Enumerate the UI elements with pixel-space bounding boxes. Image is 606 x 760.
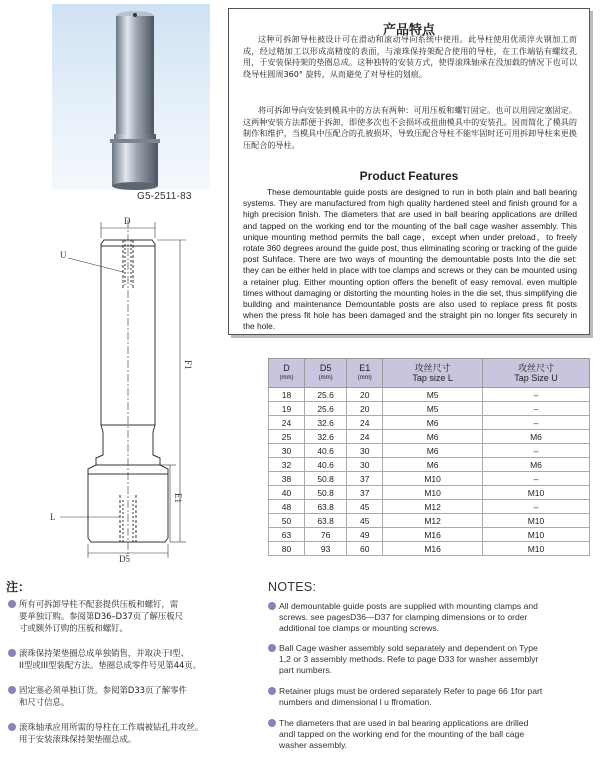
note-item: [8, 721, 258, 745]
table-cell: M10: [482, 528, 589, 542]
table-cell: 32.6: [305, 430, 347, 444]
table-cell: –: [482, 444, 589, 458]
spec-table: [268, 358, 590, 556]
bullet-icon: [8, 600, 16, 608]
dim-f1-label: F1: [183, 360, 193, 370]
bullet-icon: [268, 687, 276, 695]
table-cell: –: [482, 416, 589, 430]
table-cell: 25.6: [305, 388, 347, 402]
table-row: [269, 416, 590, 430]
note-line: 滚珠保持架垫圈总成单独销售，并取决于I型、: [19, 648, 189, 658]
table-cell: M12: [383, 514, 483, 528]
note-line: 1,2 or 3 assembly methods. Refe to page D33 for washer assemblyr: [279, 654, 539, 665]
table-cell: M6: [383, 458, 483, 472]
table-row: [269, 444, 590, 458]
note-line: All demountable guide posts are supplied with mounting clamps and: [279, 601, 538, 611]
note-line: 所有可拆卸导柱不配套提供压板和螺钉，需: [19, 599, 179, 609]
note-item: [8, 598, 258, 634]
table-cell: 45: [347, 500, 383, 514]
product-features-box: [228, 8, 590, 335]
table-cell: M10: [482, 542, 589, 556]
table-row: [269, 528, 590, 542]
table-cell: 37: [347, 472, 383, 486]
table-cell: 30: [347, 444, 383, 458]
table-cell: M10: [482, 514, 589, 528]
table-cell: 25.6: [305, 402, 347, 416]
table-cell: 40: [269, 486, 305, 500]
note-item: [268, 718, 598, 752]
table-cell: –: [482, 402, 589, 416]
table-cell: 48: [269, 500, 305, 514]
table-cell: M10: [383, 486, 483, 500]
note-line: 要单独订购。参阅第D36–D37页了解压板尺: [19, 611, 184, 621]
note-line: II型或III型装配方法。垫圈总成零件号见第44页。: [19, 660, 202, 670]
col-header-d: D (mm): [269, 359, 305, 388]
table-row: [269, 514, 590, 528]
dim-d-label: D: [124, 216, 131, 226]
table-cell: 18: [269, 388, 305, 402]
note-item: [8, 647, 258, 671]
bullet-icon: [8, 686, 16, 694]
table-row: [269, 458, 590, 472]
photo-caption: G5-2511-83: [137, 191, 192, 202]
table-cell: M5: [383, 402, 483, 416]
table-cell: 93: [305, 542, 347, 556]
table-cell: 37: [347, 486, 383, 500]
guide-post-photo: [52, 4, 210, 190]
bullet-icon: [268, 644, 276, 652]
table-cell: 38: [269, 472, 305, 486]
table-cell: 63.8: [305, 500, 347, 514]
table-row: [269, 542, 590, 556]
cn-features-paragraph-1: 这种可拆卸导柱被设计可在滑动和滚动导向系统中使用。此导柱使用优质淬火钢加工而成，经过精加工以形成高精度的表面，与滚珠保持架配合使用的导柱，在工作端钻有螺纹孔用，于安装保持架的垫圈总成。这种独特的安装方式，使得滚珠轴承在没加载的情况下也可以绕导柱圆周360° 旋转，从而避免了对导柱的划痕。: [243, 34, 577, 79]
table-cell: 50.8: [305, 486, 347, 500]
table-cell: M6: [383, 430, 483, 444]
note-line: 寸或额外订购的压板和螺钉。: [19, 623, 128, 633]
table-cell: –: [482, 388, 589, 402]
table-cell: 19: [269, 402, 305, 416]
note-item: [268, 601, 598, 635]
col-header-tap-u: 攻丝尺寸 Tap Size U: [482, 359, 589, 388]
table-row: [269, 402, 590, 416]
table-row: [269, 388, 590, 402]
col-header-d5: D5 (mm): [305, 359, 347, 388]
note-line: 固定塞必须单独订货。参阅第D33页了解零件: [19, 685, 187, 695]
bullet-icon: [8, 649, 16, 657]
note-line: part numbers.: [279, 665, 333, 676]
table-row: [269, 486, 590, 500]
en-features-paragraph: These demountable guide posts are designed to run in both plain and ball bearing systems. They are manufactured from high quality hardened steel and finish ground for a high precision finish. The diameters that are used in ball bearing applications are drilled and tapped on the working end tor the mounting of the ball cage washer assembly. This unique mounting method permits the ball cage，except when under preload，to freely rotate 360 degrees around the guide post, thus eliminating scoring or tracking of the guide post Suhface. There are two ways of mounting the demountable posts Into the die set: they can be either held in place with toe clamps and screws or they can be mounted using a retainer plug. Either mounting option offers the benefit of easy removal. even multiple times without damaging or distorting the mounting holes in the die set, thus simplifying die building and maintenance Demountable posts are also used to replace press fit posts when the press fit hole has been damaged and the straight pin no longer fits securely in the hole.: [243, 187, 577, 332]
note-line: andl tapped on the working end for the mounting of the ball cage: [279, 729, 525, 740]
table-cell: M16: [383, 542, 483, 556]
note-line: 用于安装滚珠保持架垫圈总成。: [19, 734, 137, 744]
dim-e1-label: E1: [173, 493, 183, 503]
table-cell: 32: [269, 458, 305, 472]
technical-drawing: [28, 210, 218, 565]
dim-u-label: U: [60, 250, 67, 260]
guide-post-drawing: [28, 210, 218, 565]
table-cell: M6: [383, 416, 483, 430]
table-cell: 80: [269, 542, 305, 556]
table-cell: 20: [347, 388, 383, 402]
table-cell: M6: [482, 430, 589, 444]
en-notes-title: NOTES:: [268, 580, 317, 594]
table-row: [269, 500, 590, 514]
note-line: screws. see pagesD36—D37 for clamping dimensions or to order: [279, 612, 528, 623]
note-line: additional toe clamps or mounting screws.: [279, 623, 440, 634]
dim-l-label: L: [50, 512, 56, 522]
table-cell: M5: [383, 388, 483, 402]
table-cell: 20: [347, 402, 383, 416]
table-cell: 40.6: [305, 458, 347, 472]
col-header-tap-l: 攻丝尺寸 Tap size L: [383, 359, 483, 388]
bullet-icon: [268, 602, 276, 610]
cn-features-paragraph-2: 将可拆卸导向安装到模具中的方法有两种：可用压板和螺钉固定。也可以用固定塞固定。这两种安装方法都便于拆卸，即使多次也不会损坏或扭曲模具中的安装孔。因而简化了模具的制作和维护，当模具中压配合的孔被损坏，导致压配合导柱不能牢固时还可用拆卸导柱来更换压配合的导柱。: [243, 105, 577, 150]
table-cell: 60: [347, 542, 383, 556]
table-cell: 24: [347, 416, 383, 430]
note-line: washer assembly.: [279, 740, 348, 751]
table-cell: 24: [269, 416, 305, 430]
note-line: Retainer plugs must be ordered separately Refer to page 66 1for part: [279, 686, 543, 696]
table-cell: M12: [383, 500, 483, 514]
product-photo: [52, 4, 210, 190]
table-cell: 49: [347, 528, 383, 542]
table-cell: 25: [269, 430, 305, 444]
table-cell: –: [482, 472, 589, 486]
note-line: Ball Cage washer assembly sold separately and dependent on Type: [279, 643, 538, 653]
note-line: numbers and dimensional l u ffromation.: [279, 697, 432, 708]
table-cell: 63.8: [305, 514, 347, 528]
table-row: [269, 472, 590, 486]
table-cell: 30: [269, 444, 305, 458]
cn-features-title: 产品特点: [382, 22, 435, 37]
dim-d5-label: D5: [119, 554, 130, 564]
note-item: [8, 684, 258, 708]
table-cell: 50.8: [305, 472, 347, 486]
col-header-e1: E1 (mm): [347, 359, 383, 388]
table-cell: M16: [383, 528, 483, 542]
note-line: 滚珠轴承应用所需的导柱在工作端被钻孔并攻丝。: [19, 722, 204, 732]
table-cell: 50: [269, 514, 305, 528]
table-cell: 24: [347, 430, 383, 444]
spec-table-header-row: [269, 359, 590, 388]
note-line: 和尺寸信息。: [19, 697, 70, 707]
bullet-icon: [268, 719, 276, 727]
table-cell: 30: [347, 458, 383, 472]
table-cell: M10: [383, 472, 483, 486]
table-cell: 76: [305, 528, 347, 542]
table-cell: M6: [482, 458, 589, 472]
table-cell: 32.6: [305, 416, 347, 430]
bullet-icon: [8, 723, 16, 731]
cn-notes-title: 注：: [6, 580, 31, 594]
table-row: [269, 430, 590, 444]
note-item: [268, 643, 598, 677]
table-cell: M6: [383, 444, 483, 458]
note-item: [268, 686, 598, 708]
table-cell: 63: [269, 528, 305, 542]
note-line: The diameters that are used in bal bearing applications are drilled: [279, 718, 529, 728]
table-cell: –: [482, 500, 589, 514]
table-cell: 45: [347, 514, 383, 528]
table-cell: 40.6: [305, 444, 347, 458]
en-features-title: Product Features: [359, 169, 459, 183]
table-cell: M10: [482, 486, 589, 500]
